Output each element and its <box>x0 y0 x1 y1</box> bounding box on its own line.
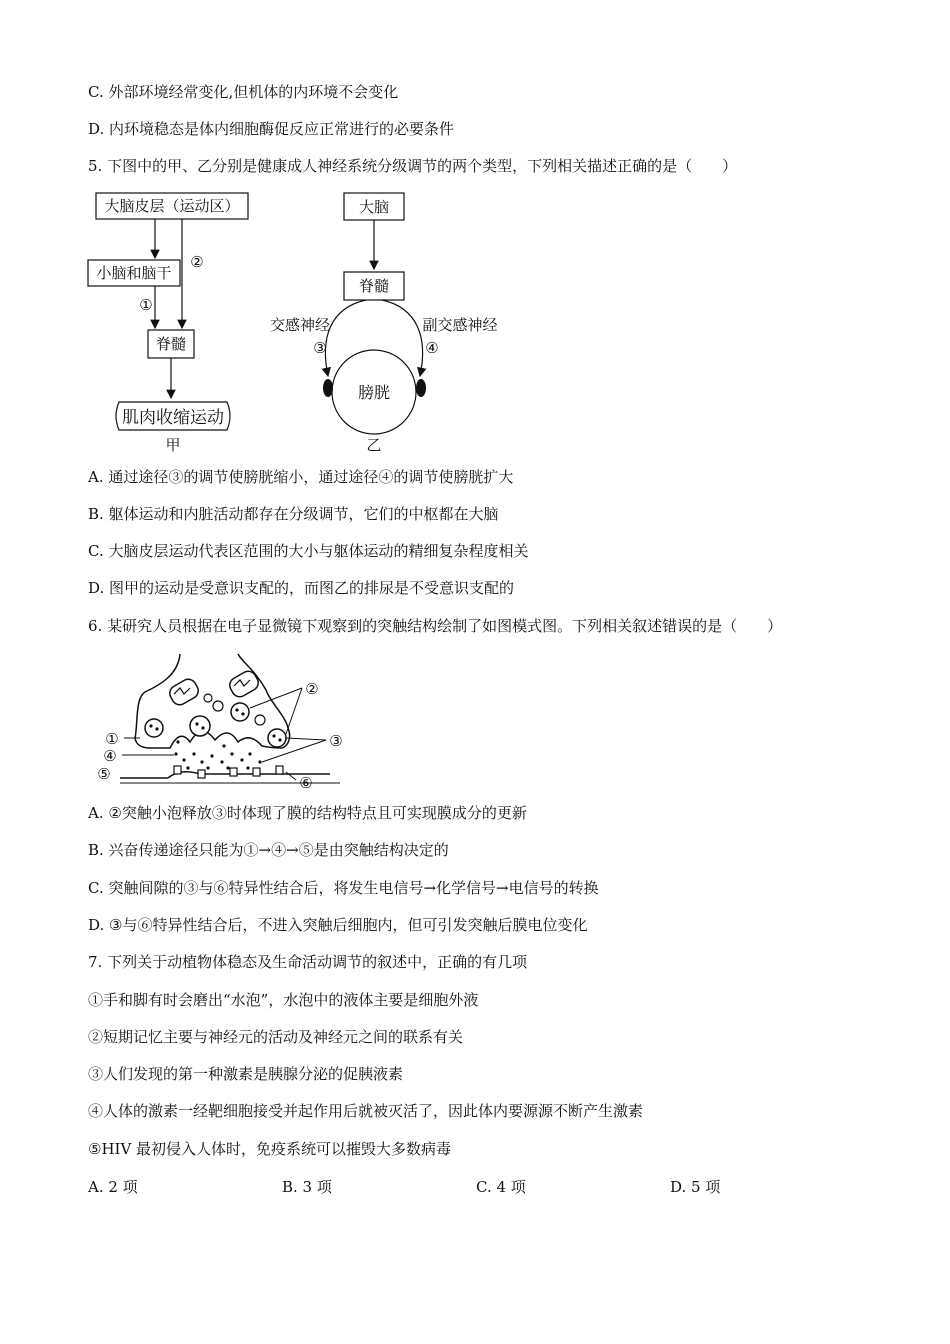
caption-jia: 甲 <box>165 436 181 454</box>
vesicle-empty-2 <box>204 694 212 702</box>
q5-option-d: D. 图甲的运动是受意识支配的，而图乙的排尿是不受意识支配的 <box>88 579 515 597</box>
sympathetic-label: 交感神经 <box>269 316 331 334</box>
leader-2a <box>250 688 302 708</box>
caption-yi: 乙 <box>366 436 382 454</box>
q4-option-c: C. 外部环境经常变化,但机体的内环境不会变化 <box>88 83 399 101</box>
vesicle-2-dot <box>195 722 198 725</box>
q7-statement-1: ①手和脚有时会磨出“水泡”，水泡中的液体主要是细胞外液 <box>88 991 479 1009</box>
receptor-3 <box>230 768 237 776</box>
diagram-yi <box>262 188 512 458</box>
q7-statement-2: ②短期记忆主要与神经元的活动及神经元之间的联系有关 <box>88 1028 464 1046</box>
vesicle-3-dot <box>235 708 238 711</box>
receptor-1 <box>174 766 181 774</box>
vesicle-4-dot <box>272 734 275 737</box>
muscle-label: 肌肉收缩运动 <box>122 408 224 428</box>
cortex-label: 大脑皮层（运动区） <box>104 197 240 215</box>
q5-option-b: B. 躯体运动和内脏活动都存在分级调节，它们的中枢都在大脑 <box>88 505 499 523</box>
q7-option-d: D. 5 项 <box>670 1178 721 1196</box>
sympathetic-path <box>325 300 366 376</box>
q6-option-c: C. 突触间隙的③与⑥特异性结合后，将发生电信号→化学信号→电信号的转换 <box>88 879 599 897</box>
path3-label: ③ <box>313 339 327 357</box>
receptor-5 <box>276 766 283 774</box>
vesicle-1-dot <box>155 727 158 730</box>
q6-option-b: B. 兴奋传递途径只能为①→④→⑤是由突触结构决定的 <box>88 841 449 859</box>
path2-label: ② <box>190 253 204 271</box>
receptor-2 <box>198 770 205 778</box>
synapse-label-2: ② <box>305 680 319 698</box>
vesicle-1-dot <box>149 724 152 727</box>
leader-2b <box>286 688 302 734</box>
leader-3a <box>286 738 326 740</box>
synapse-label-6: ⑥ <box>299 774 313 792</box>
vesicle-2-dot <box>201 726 204 729</box>
synapse-diagram <box>90 650 360 795</box>
synapse-label-4: ④ <box>103 747 117 765</box>
spinal-label-yi: 脊髓 <box>358 277 390 295</box>
vesicle-1 <box>145 719 163 737</box>
leader-6 <box>286 772 296 780</box>
q5-option-c: C. 大脑皮层运动代表区范围的大小与躯体运动的精细复杂程度相关 <box>88 542 529 560</box>
q6-option-a: A. ②突触小泡释放③时体现了膜的结构特点且可实现膜成分的更新 <box>88 804 527 822</box>
synapse-label-3: ③ <box>329 732 343 750</box>
vesicle-empty-1 <box>213 701 223 711</box>
q7-option-c: C. 4 项 <box>476 1178 526 1196</box>
synapse-label-1: ① <box>105 730 119 748</box>
cerebellum-label: 小脑和脑干 <box>96 264 172 282</box>
q4-option-d: D. 内环境稳态是体内细胞酶促反应正常进行的必要条件 <box>88 120 455 138</box>
bladder-label: 膀胱 <box>357 383 391 402</box>
vesicle-4 <box>268 729 286 747</box>
brain-label: 大脑 <box>358 198 390 216</box>
effector-right <box>416 379 426 397</box>
q7-statement-4: ④人体的激素一经靶细胞接受并起作用后就被灭活了，因此体内要源源不断产生激素 <box>88 1102 644 1120</box>
parasympathetic-label: 副交感神经 <box>422 316 498 334</box>
path4-label: ④ <box>425 339 439 357</box>
q5-stem: 5. 下图中的甲、乙分别是健康成人神经系统分级调节的两个类型，下列相关描述正确的是（ ） <box>88 157 738 175</box>
q7-option-a: A. 2 项 <box>88 1178 138 1196</box>
q7-statement-5: ⑤HIV 最初侵入人体时，免疫系统可以摧毁大多数病毒 <box>88 1140 452 1158</box>
q6-stem: 6. 某研究人员根据在电子显微镜下观察到的突触结构绘制了如图模式图。下列相关叙述错误的是（ ） <box>88 617 783 635</box>
diagram-jia <box>85 188 255 458</box>
q7-statement-3: ③人们发现的第一种激素是胰腺分泌的促胰液素 <box>88 1065 404 1083</box>
vesicle-empty-3 <box>255 715 265 725</box>
spinal-label-jia: 脊髓 <box>155 335 187 353</box>
q7-stem: 7. 下列关于动植物体稳态及生命活动调节的叙述中，正确的有几项 <box>88 953 528 971</box>
parasympathetic-path <box>382 300 423 376</box>
mitochondrion-1 <box>167 676 201 707</box>
neurotransmitter-dots <box>174 740 261 769</box>
synapse-label-5: ⑤ <box>97 765 111 783</box>
vesicle-2 <box>190 716 210 736</box>
q5-option-a: A. 通过途径③的调节使膀胱缩小，通过途径④的调节使膀胱扩大 <box>88 468 514 486</box>
vesicle-4-dot <box>278 738 281 741</box>
q6-option-d: D. ③与⑥特异性结合后，不进入突触后细胞内，但可引发突触后膜电位变化 <box>88 916 588 934</box>
q7-option-b: B. 3 项 <box>282 1178 332 1196</box>
path1-label: ① <box>139 296 153 314</box>
mitochondrion-2 <box>227 668 261 699</box>
vesicle-3 <box>231 703 249 721</box>
receptor-4 <box>253 768 260 776</box>
vesicle-3-dot <box>241 712 244 715</box>
